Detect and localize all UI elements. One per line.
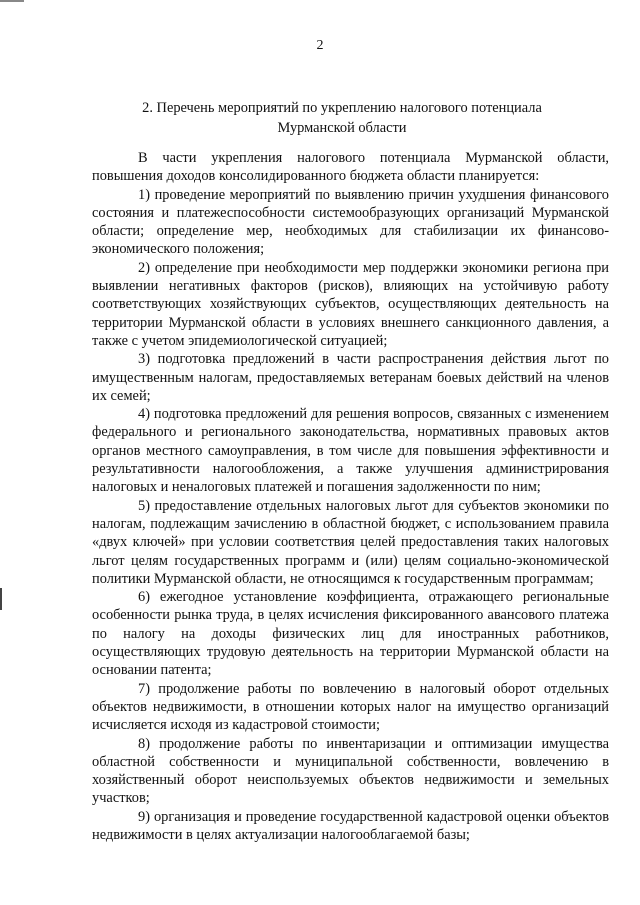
- intro-paragraph: В части укрепления налогового потенциала Мурманской области, повышения доходов консолидированного бюджета области планируется:: [92, 150, 609, 185]
- page-number: 2: [316, 38, 324, 53]
- list-item-8: 8) продолжение работы по инвентаризации и оптимизации имущества областной собственности и муниципальной собственности, вовлечению в хозяйственный оборот неиспользуемых объектов недвижимости и земельных участков;: [92, 735, 609, 807]
- section-heading: [92, 98, 592, 138]
- scan-edge-mark: [0, 0, 24, 2]
- list-item-1: 1) проведение мероприятий по выявлению причин ухудшения финансового состояния и платежеспособности системообразующих организаций Мурманской области; определение мер, необходимых для стабилизации их финансово-экономического положения;: [92, 186, 609, 258]
- list-item-6: 6) ежегодное установление коэффициента, отражающего региональные особенности рынка труда, в целях исчисления фиксированного авансового платежа по налогу на доходы физических лиц для иностранных работников, осуществляющих трудовую деятельность на территории Мурманской области на основании патента;: [92, 589, 609, 679]
- list-item-9: 9) организация и проведение государственной кадастровой оценки объектов недвижимости в целях актуализации налогооблагаемой базы;: [92, 808, 609, 843]
- list-item-4: 4) подготовка предложений для решения вопросов, связанных с изменением федерального и регионального законодательства, нормативных правовых актов органов местного самоуправления, в том числе для повышения эффективности и результативности налогообложения, а также улучшения администрирования налоговых и неналоговых платежей и погашения задолженности по ним;: [92, 406, 609, 496]
- section-heading-line: 2. Перечень мероприятий по укреплению налогового потенциала: [142, 100, 542, 116]
- body-text: [92, 149, 609, 844]
- list-item-2: 2) определение при необходимости мер поддержки экономики региона при выявлении негативных факторов (рисков), влияющих на устойчивую работу соответствующих хозяйствующих субъектов, осуществляющих деятельность на территории Мурманской области в условиях внешнего санкционного давления, а также с учетом эпидемиологической ситуацией;: [92, 259, 609, 349]
- list-item-7: 7) продолжение работы по вовлечению в налоговый оборот отдельных объектов недвижимости, в отношении которых налог на имущество организаций исчисляется исходя из кадастровой стоимости;: [92, 680, 609, 734]
- list-item-3: 3) подготовка предложений в части распространения действия льгот по имущественным налогам, предоставляемых ветеранам боевых действий на членов их семей;: [92, 351, 609, 404]
- scan-edge-mark: [0, 588, 2, 610]
- list-item-5: 5) предоставление отдельных налоговых льгот для субъектов экономики по налогам, подлежащим зачислению в областной бюджет, с использованием правила «двух ключей» при условии соответствия целей предоставления таких налоговых льгот целям государственных программ и (или) целям социально-экономической политики Мурманской области, не относящимся к государственным программам;: [92, 497, 609, 587]
- section-heading-line: Мурманской области: [277, 120, 407, 136]
